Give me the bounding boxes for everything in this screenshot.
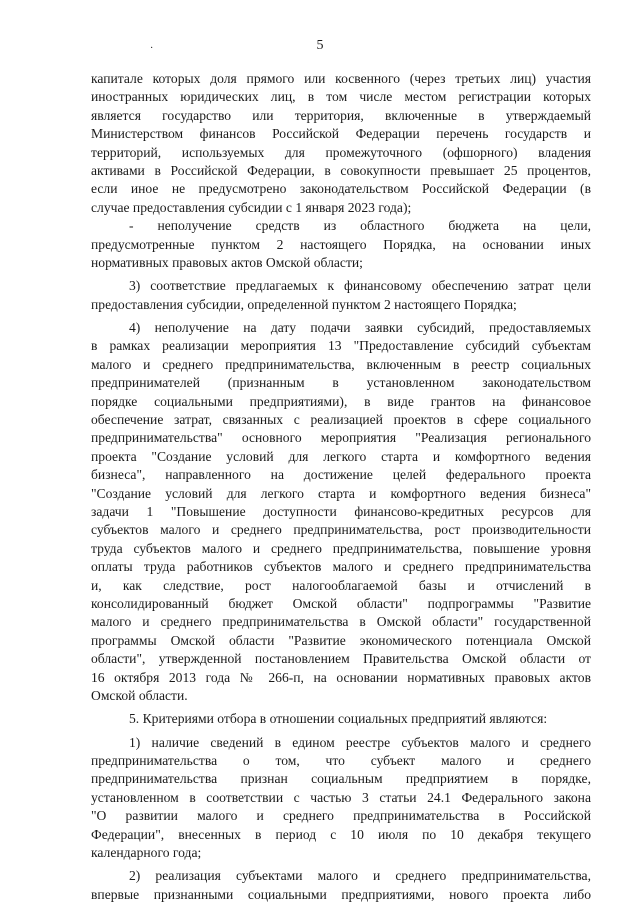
text-line: 2) реализация субъектами малого и среднего предпринимательства, [129,868,591,884]
text-line: предоставления субсидии, определенной пунктом 2 настоящего Порядка; [91,296,517,312]
text-line: обеспечение затрат, связанных с реализацией проектов в сфере социального [91,412,591,428]
text-line: "О развитии малого и среднего предпринимательства в Российской [91,808,591,824]
text-line: предпринимательства о том, что субъект малого и среднего [91,753,591,769]
text-line: впервые признанными социальными предприятиями, нового проекта либо [91,886,591,902]
text-line: - неполучение средств из областного бюджета на цели, [129,218,591,234]
text-line: труда субъектов малого и среднего предпринимательства, повышение уровня [91,540,591,556]
text-line: и, как следствие, рост налогооблагаемой базы и отчислений в [91,577,591,593]
text-line: Федерации", внесенных в период с 10 июля по 10 декабря текущего [91,826,591,842]
text-line: нормативных правовых актов Омской области; [91,254,363,270]
text-line: программы Омской области "Развитие экономического потенциала Омской [91,632,591,648]
text-line: порядке социальными предприятиями), в виде грантов на финансовое [91,393,591,409]
text-line: календарного года; [91,845,202,861]
text-line: в рамках реализации мероприятия 13 "Предоставление субсидий субъектам [91,338,591,354]
text-line: области", утвержденной постановлением Правительства Омской области от [91,651,591,667]
text-line: консолидированный бюджет Омской области" подпрограммы "Развитие [91,595,591,611]
text-line: бизнеса", направленного на достижение целей федерального проекта [91,467,591,483]
text-line: предпринимателей (признанным в установленном законодательством [91,375,591,391]
text-line: Министерством финансов Российской Федерации перечень государств и [91,126,591,142]
text-line: задачи 1 "Повышение доступности финансово-кредитных ресурсов для [91,503,591,519]
text-line: малого и среднего предпринимательства, включенным в реестр социальных [91,356,591,372]
text-line: является государство или территория, включенные в утверждаемый [91,107,591,123]
text-line: "Создание условий для легкого старта и комфортного ведения бизнеса" [91,485,591,501]
text-line: предпринимательства признан социальным предприятием в порядке, [91,771,591,787]
text-line: если иное не предусмотрено законодательством Российской Федерации (в [91,181,591,197]
text-line: предусмотренные пунктом 2 настоящего Порядка, на основании иных [91,236,591,252]
text-line: проекта "Создание условий для легкого старта и комфортного ведения [91,448,591,464]
text-line: субъектов малого и среднего предпринимательства, рост производительности [91,522,591,538]
text-line: случае предоставления субсидии с 1 января 2023 года); [91,199,412,215]
text-line: 5. Критериями отбора в отношении социальных предприятий являются: [129,711,548,727]
text-line: предпринимательства" основного мероприятия "Реализация регионального [91,430,591,446]
text-line: 3) соответствие предлагаемых к финансовому обеспечению затрат цели [129,278,591,294]
text-line: капитале которых доля прямого или косвенного (через третьих лиц) участия [91,71,591,86]
text-line: иностранных юридических лиц, в том числе местом регистрации которых [91,89,591,105]
body-text [91,70,591,904]
text-line: 4) неполучение на дату подачи заявки субсидий, предоставляемых [129,320,591,336]
text-line: установленном в соответствии с частью 3 статьи 24.1 Федерального закона [91,789,591,805]
text-line: оплаты труда работников субъектов малого и среднего предпринимательства [91,559,591,575]
text-line: 16 октября 2013 года № 266-п, на основании нормативных правовых актов [91,669,591,685]
text-line: Омской области. [91,687,188,703]
text-line: малого и среднего предпринимательства в Омской области" государственной [91,614,591,630]
text-line: активами в Российской Федерации, в совокупности превышает 25 процентов, [91,162,591,178]
page-number: 5 [316,38,324,53]
text-line: 1) наличие сведений в едином реестре субъектов малого и среднего [129,734,591,750]
scan-mark: · [150,43,154,54]
text-line: территорий, используемых для промежуточного (офшорного) владения [91,144,591,160]
